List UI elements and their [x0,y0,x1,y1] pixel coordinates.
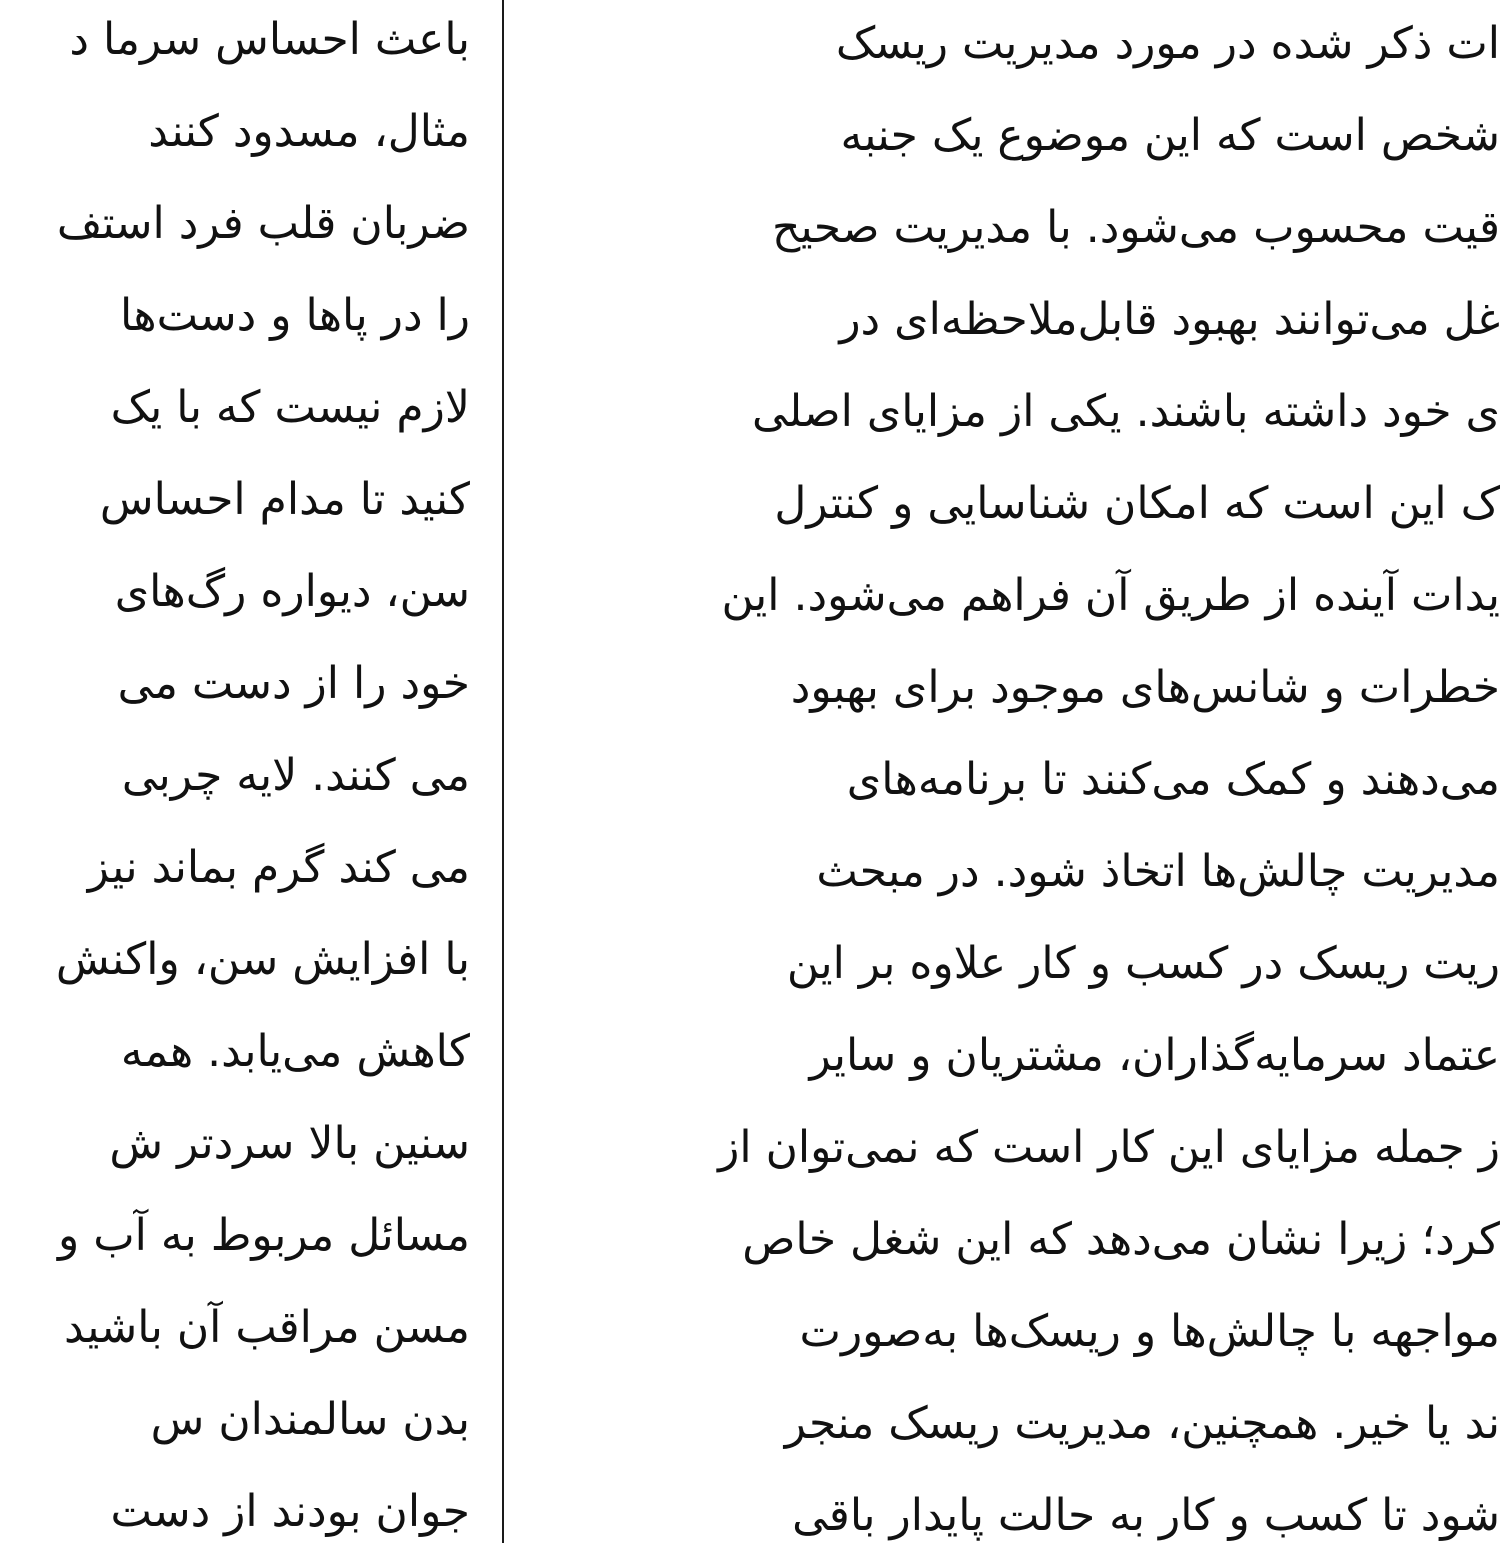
right-text-line: ند یا خیر. همچنین، مدیریت ریسک منجر [784,1398,1500,1449]
left-text-line: بدن سالمندان س [150,1394,470,1445]
left-text-line: مثال، مسدود کنند [148,106,470,157]
right-text-line: شود تا کسب و کار به حالت پایدار باقی [792,1490,1500,1541]
left-text-line: کنید تا مدام احساس [99,474,470,525]
right-text-line: شخص است که این موضوع یک جنبه [840,110,1500,161]
left-text-line: می کند گرم بماند نیز [87,842,470,893]
left-text-line: را در پاها و دست‌ها [119,290,470,341]
right-text-line: ات ذکر شده در مورد مدیریت ریسک [835,18,1500,69]
right-text-line: ک این است که امکان شناسایی و کنترل [774,478,1500,529]
right-text-line: عتماد سرمایه‌گذاران، مشتریان و سایر [809,1030,1500,1081]
right-text-line: قیت محسوب می‌شود. با مدیریت صحیح [772,202,1500,253]
left-text-line: ضربان قلب فرد استف [56,198,470,249]
right-text-line: کرد؛ زیرا نشان می‌دهد که این شغل خاص [742,1214,1500,1265]
right-text-line: می‌دهند و کمک می‌کنند تا برنامه‌های [846,754,1500,805]
right-text-line: ی خود داشته باشند. یکی از مزایای اصلی [752,386,1500,437]
right-text-line: خطرات و شانس‌های موجود برای بهبود [790,662,1500,713]
left-text-line: می کنند. لایه چربی [121,750,470,801]
column-divider [502,0,504,1543]
right-text-column [612,0,1500,1543]
left-text-line: سن، دیواره رگ‌های [114,566,470,617]
left-text-line: مسائل مربوط به آب و [58,1210,470,1261]
left-text-line: با افزایش سن، واکنش [55,934,470,985]
right-text-line: یدات آینده از طریق آن فراهم می‌شود. این [721,570,1500,621]
left-text-line: سنین بالا سردتر ش [109,1118,470,1169]
left-text-line: لازم نیست که با یک [110,382,470,433]
right-text-line: مدیریت چالش‌ها اتخاذ شود. در مبحث [816,846,1500,897]
right-text-line: غل می‌توانند بهبود قابل‌ملاحظه‌ای در [839,294,1500,345]
right-text-line: مواجهه با چالش‌ها و ریسک‌ها به‌صورت [799,1306,1500,1357]
right-text-line: ز جمله مزایای این کار است که نمی‌توان از [718,1122,1500,1173]
left-text-line: خود را از دست می [117,658,470,709]
left-text-line: جوان بودند از دست [110,1486,470,1537]
left-text-column [0,0,470,1543]
right-text-line: ریت ریسک در کسب و کار علاوه بر این [786,938,1500,989]
left-text-line: مسن مراقب آن باشید [63,1302,470,1353]
left-text-line: کاهش می‌یابد. همه [120,1026,470,1077]
left-text-line: باعث احساس سرما د [69,14,470,65]
